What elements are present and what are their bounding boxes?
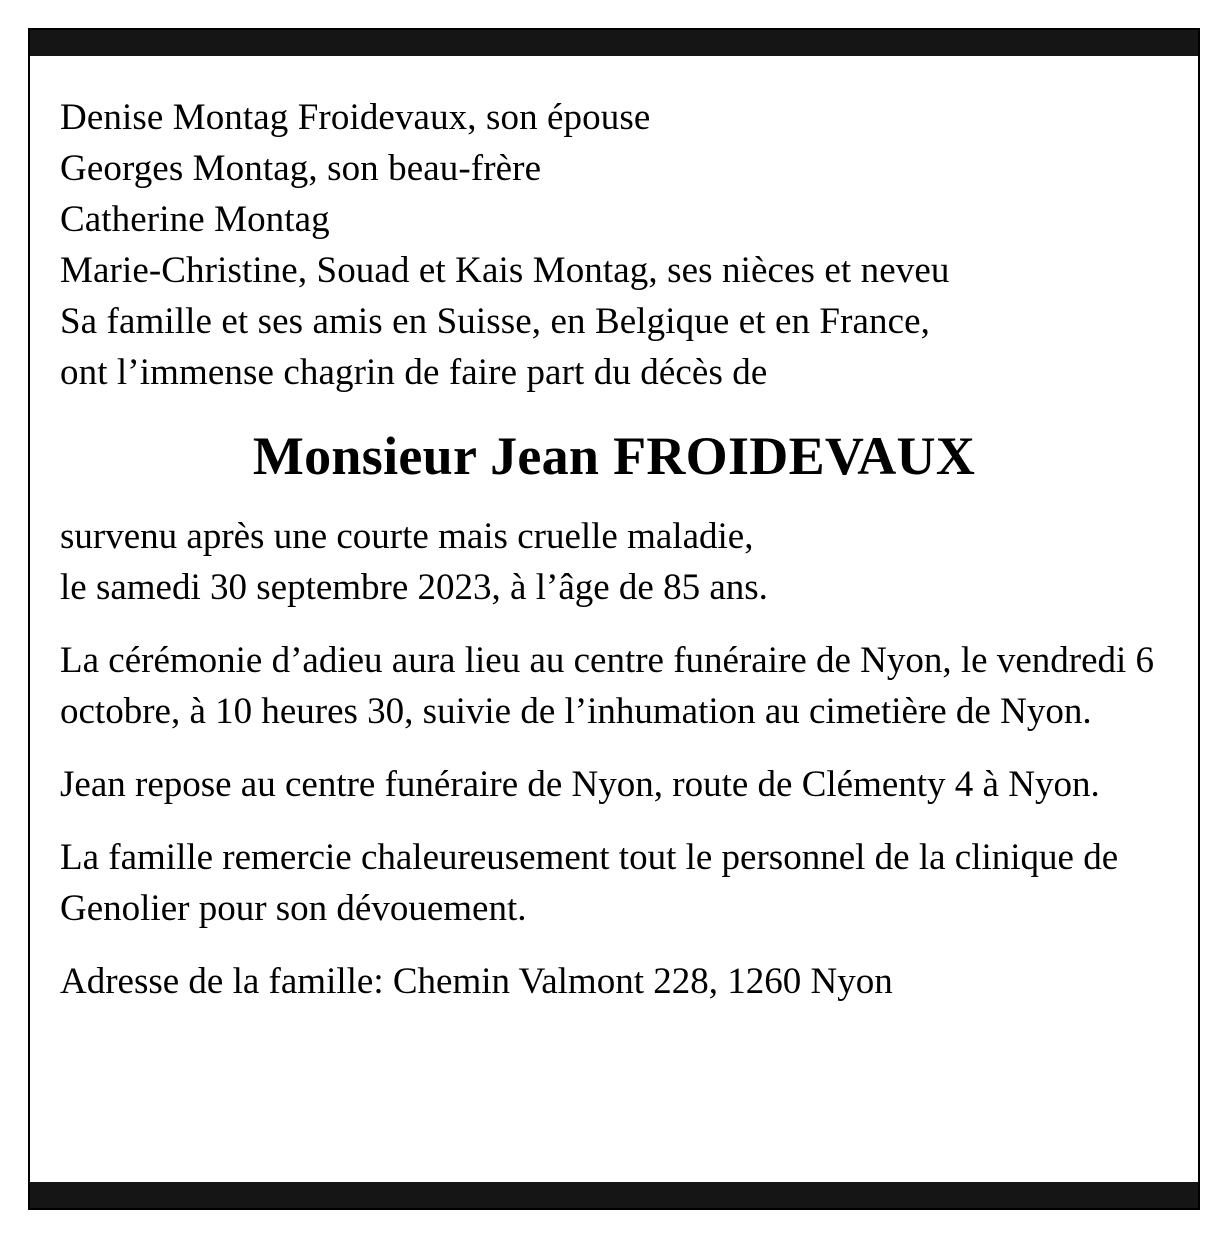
survivors-block	[60, 92, 1168, 398]
deceased-name: Monsieur Jean FROIDEVAUX	[252, 426, 976, 487]
bottom-rule-bar	[30, 1182, 1198, 1208]
death-cause-line: survenu après une courte mais cruelle maladie,	[60, 516, 754, 558]
survivor-line: Marie-Christine, Souad et Kais Montag, ses nièces et neveu	[60, 250, 950, 292]
repose-paragraph: Jean repose au centre funéraire de Nyon, route de Clémenty 4 à Nyon.	[60, 764, 1100, 806]
death-details	[60, 511, 1168, 613]
announcement-line: ont l’immense chagrin de faire part du décès de	[60, 352, 768, 394]
ceremony-paragraph: La cérémonie d’adieu aura lieu au centre funéraire de Nyon, le vendredi 6 octobre, à 10 heures 30, suivie de l’inhumation au cimetière de Nyon.	[60, 640, 1155, 733]
family-address: Adresse de la famille: Chemin Valmont 228, 1260 Nyon	[60, 961, 893, 1003]
death-date-line: le samedi 30 septembre 2023, à l’âge de 85 ans.	[60, 567, 768, 609]
top-rule-bar	[30, 30, 1198, 56]
notice-content	[30, 56, 1198, 1182]
survivor-line: Denise Montag Froidevaux, son épouse	[60, 97, 651, 138]
survivor-line: Georges Montag, son beau-frère	[60, 148, 542, 190]
thanks-paragraph: La famille remercie chaleureusement tout le personnel de la clinique de Genolier pour son dévouement.	[60, 837, 1119, 930]
survivor-line: Sa famille et ses amis en Suisse, en Belgique et en France,	[60, 301, 931, 343]
survivor-line: Catherine Montag	[60, 199, 330, 241]
death-notice-card	[28, 28, 1200, 1210]
